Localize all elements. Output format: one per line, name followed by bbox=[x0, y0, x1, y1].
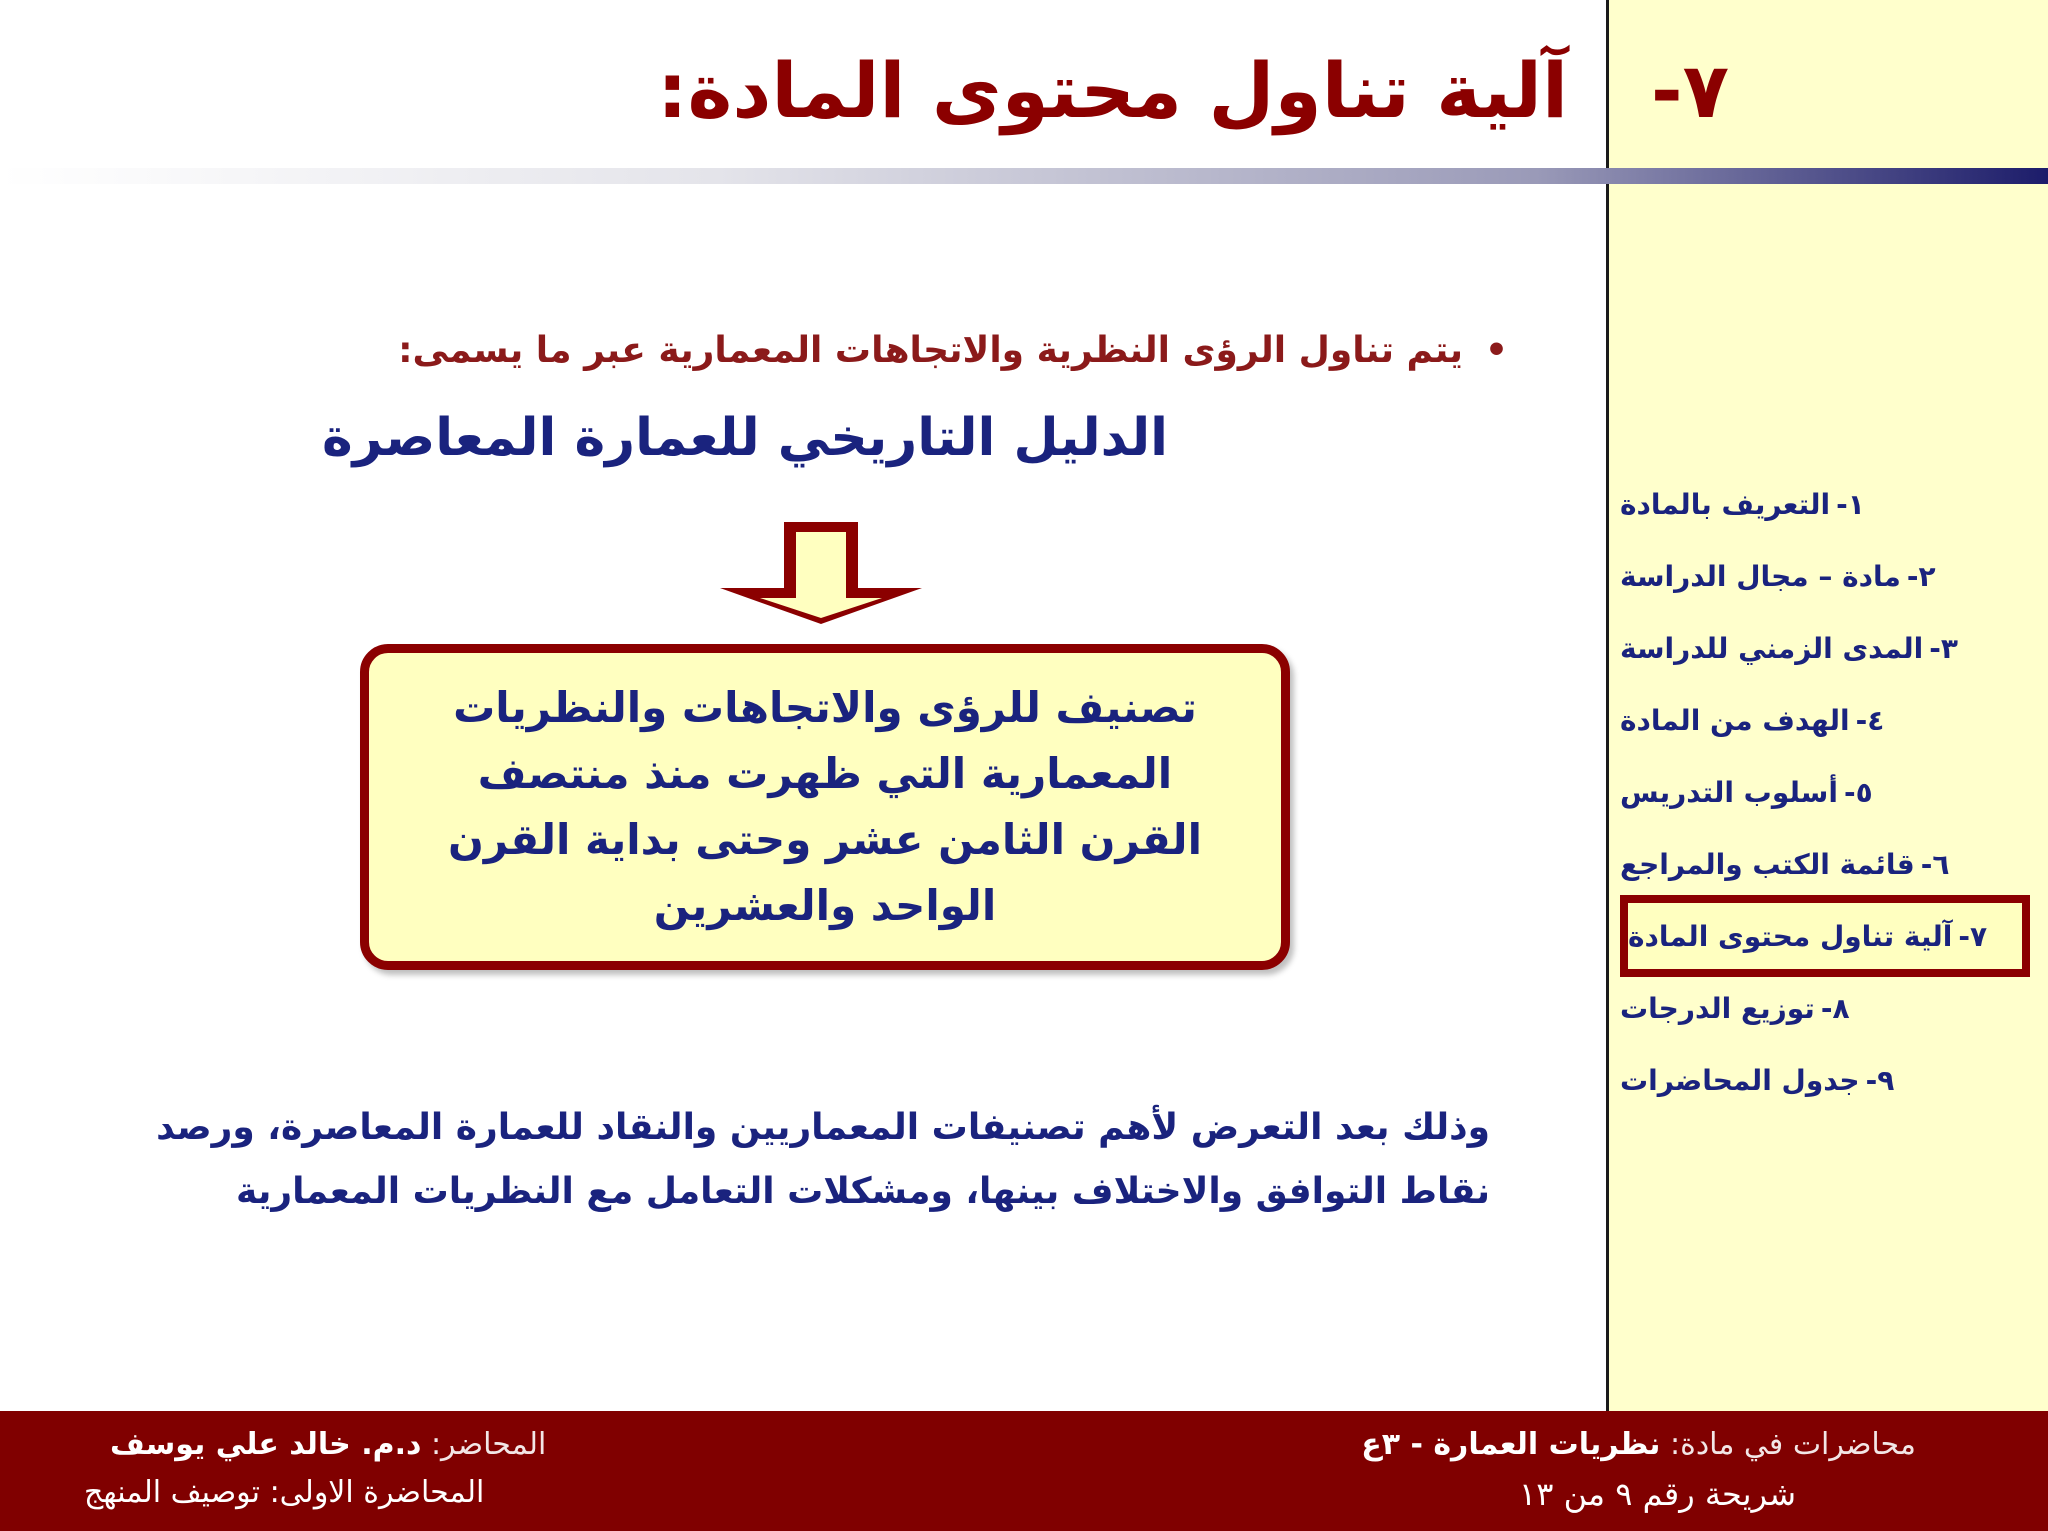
classification-box bbox=[360, 644, 1290, 970]
slide-title: آلية تناول محتوى المادة: bbox=[657, 46, 1568, 135]
sidebar-item-content-mechanism[interactable]: ٧- آلية تناول محتوى المادة bbox=[1620, 895, 2030, 977]
slide-number: ٧- bbox=[1651, 46, 1729, 135]
sidebar-item-grades[interactable]: ٨- توزيع الدرجات bbox=[1620, 991, 1850, 1025]
sidebar-item-references[interactable]: ٦- قائمة الكتب والمراجع bbox=[1620, 847, 1950, 881]
bullet-text: يتم تناول الرؤى النظرية والاتجاهات المعمارية عبر ما يسمى: bbox=[398, 330, 1463, 371]
sidebar-item-field-of-study[interactable]: ٢- مادة – مجال الدراسة bbox=[1620, 559, 1936, 593]
bottom-paragraph: وذلك بعد التعرض لأهم تصنيفات المعماريين والنقاد للعمارة المعاصرة، ورصد نقاط التوافق والاختلاف بينها، ومشكلات التعامل مع النظريات المعمارية bbox=[156, 1107, 1490, 1212]
sidebar-item-teaching-method[interactable]: ٥- أسلوب التدريس bbox=[1620, 775, 1873, 809]
sidebar-item-time-range[interactable]: ٣- المدى الزمني للدراسة bbox=[1620, 631, 1958, 665]
footer-lecturer-prefix: المحاضر: bbox=[430, 1427, 547, 1462]
bullet-icon: • bbox=[1484, 330, 1508, 371]
sidebar-nav bbox=[1620, 468, 2020, 1116]
title-divider bbox=[0, 168, 2048, 184]
sidebar-item-course-goal[interactable]: ٤- الهدف من المادة bbox=[1620, 703, 1885, 737]
footer-lecture-title: المحاضرة الاولى: توصيف المنهج bbox=[84, 1475, 485, 1510]
content-bullet bbox=[398, 330, 1508, 371]
footer-course bbox=[1361, 1427, 1916, 1462]
footer-lecturer bbox=[110, 1427, 546, 1462]
footer-bar bbox=[0, 1411, 2048, 1531]
down-arrow-icon bbox=[714, 518, 928, 628]
footer-lecturer-name: د.م. خالد علي يوسف bbox=[110, 1427, 422, 1462]
footer-course-name: نظريات العمارة - ٣ع bbox=[1361, 1427, 1661, 1462]
classification-text: تصنيف للرؤى والاتجاهات والنظريات المعمارية التي ظهرت منذ منتصف القرن الثامن عشر وحتى بداية القرن الواحد والعشرين bbox=[448, 683, 1202, 930]
footer-course-prefix: محاضرات في مادة: bbox=[1670, 1427, 1916, 1462]
sidebar-item-course-definition[interactable]: ١- التعريف بالمادة bbox=[1620, 487, 1865, 521]
sidebar-item-schedule[interactable]: ٩- جدول المحاضرات bbox=[1620, 1063, 1895, 1097]
footer-slide-counter: شريحة رقم ٩ من ١٣ bbox=[1519, 1475, 1796, 1513]
guide-title: الدليل التاريخي للعمارة المعاصرة bbox=[321, 408, 1168, 468]
